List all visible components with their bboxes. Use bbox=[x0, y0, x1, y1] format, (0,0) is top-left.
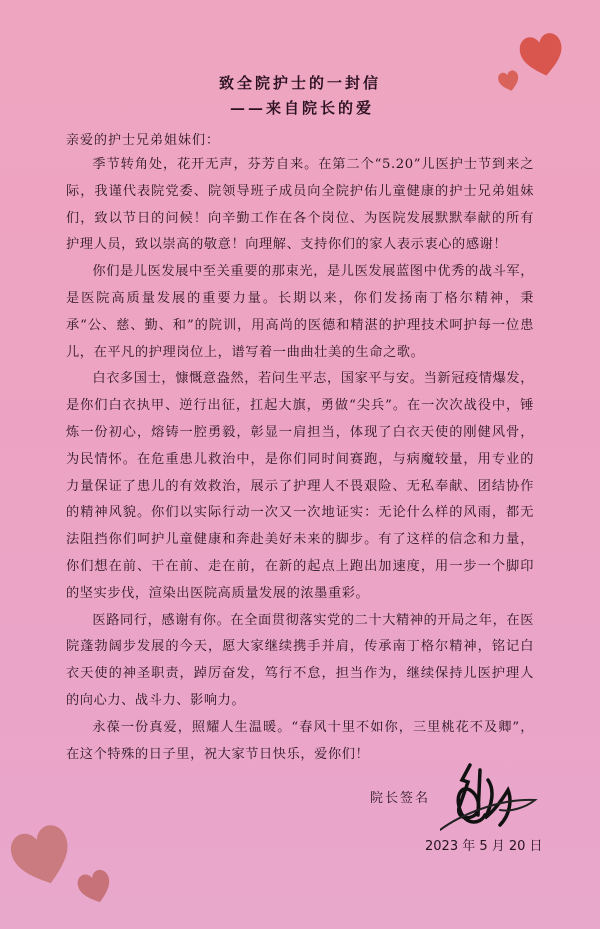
letter-body bbox=[66, 152, 534, 768]
salutation: 亲爱的护士兄弟姐妹们： bbox=[66, 133, 221, 148]
paragraph: 你们是儿医发展中至关重要的那束光，是儿医发展蓝图中优秀的战斗军，是医院高质量发展的重要力量。长期以来，你们发扬南丁格尔精神，秉承“公、慈、勤、和”的院训，用高尚的医德和精湛的护理技术呵护每一位患儿，在平凡的护理岗位上，谱写着一曲曲壮美的生命之歌。 bbox=[66, 264, 534, 360]
signature-scribble bbox=[440, 760, 540, 840]
paragraph: 季节转角处，花开无声，芬芳自来。在第二个“5.20”儿医护士节到来之际，我谨代表院党委、院领导班子成员向全院护佑儿童健康的护士兄弟姐妹们，致以节日的问候！向辛勤工作在各个岗位、为医院发展默默奉献的所有护理人员，致以崇高的敬意！向理解、支持你们的家人表示衷心的感谢！ bbox=[66, 157, 534, 253]
signature-label: 院长签名 bbox=[370, 791, 431, 806]
letter-subtitle: ——来自院长的爱 bbox=[230, 99, 375, 117]
paragraph: 永葆一份真爱，照耀人生温暖。“春风十里不如你，三里桃花不及卿”，在这个特殊的日子里，祝大家节日快乐，爱你们！ bbox=[66, 719, 534, 762]
paragraph: 医路同行，感谢有你。在全面贯彻落实党的二十大精神的开局之年，在医院蓬勃阔步发展的今天，愿大家继续携手并肩，传承南丁格尔精神，铭记白衣天使的神圣职责，踔厉奋发，笃行不怠，担当作为，继续保持儿医护理人的向心力、战斗力、影响力。 bbox=[66, 612, 534, 708]
letter-title: 致全院护士的一封信 bbox=[218, 74, 381, 92]
paragraph: 白衣多国士，慷慨意盎然，若问生平志，国家平与安。当新冠疫情爆发，是你们白衣执甲、逆行出征，扛起大旗，勇做“尖兵”。在一次次战役中，锤炼一份初心，熔铸一腔勇毅，彰显一肩担当，体现了白衣天使的刚健风骨，为民情怀。在危重患儿救治中，是你们同时间赛跑，与病魔较量，用专业的力量保证了患儿的有效救治，展示了护理人不畏艰险、无私奉献、团结协作的精神风貌。你们以实际行动一次又一次地证实：无论什么样的风雨，都无法阻挡你们呵护儿童健康和奔赴美好未来的脚步。有了这样的信念和力量，你们想在前、干在前、走在前，在新的起点上跑出加速度，用一步一个脚印的坚实步伐，渲染出医院高质量发展的浓墨重彩。 bbox=[66, 371, 534, 601]
heart-icon bbox=[8, 822, 76, 890]
letter-date: 2023 年 5 月 20 日 bbox=[425, 839, 543, 854]
heart-icon bbox=[76, 868, 114, 906]
